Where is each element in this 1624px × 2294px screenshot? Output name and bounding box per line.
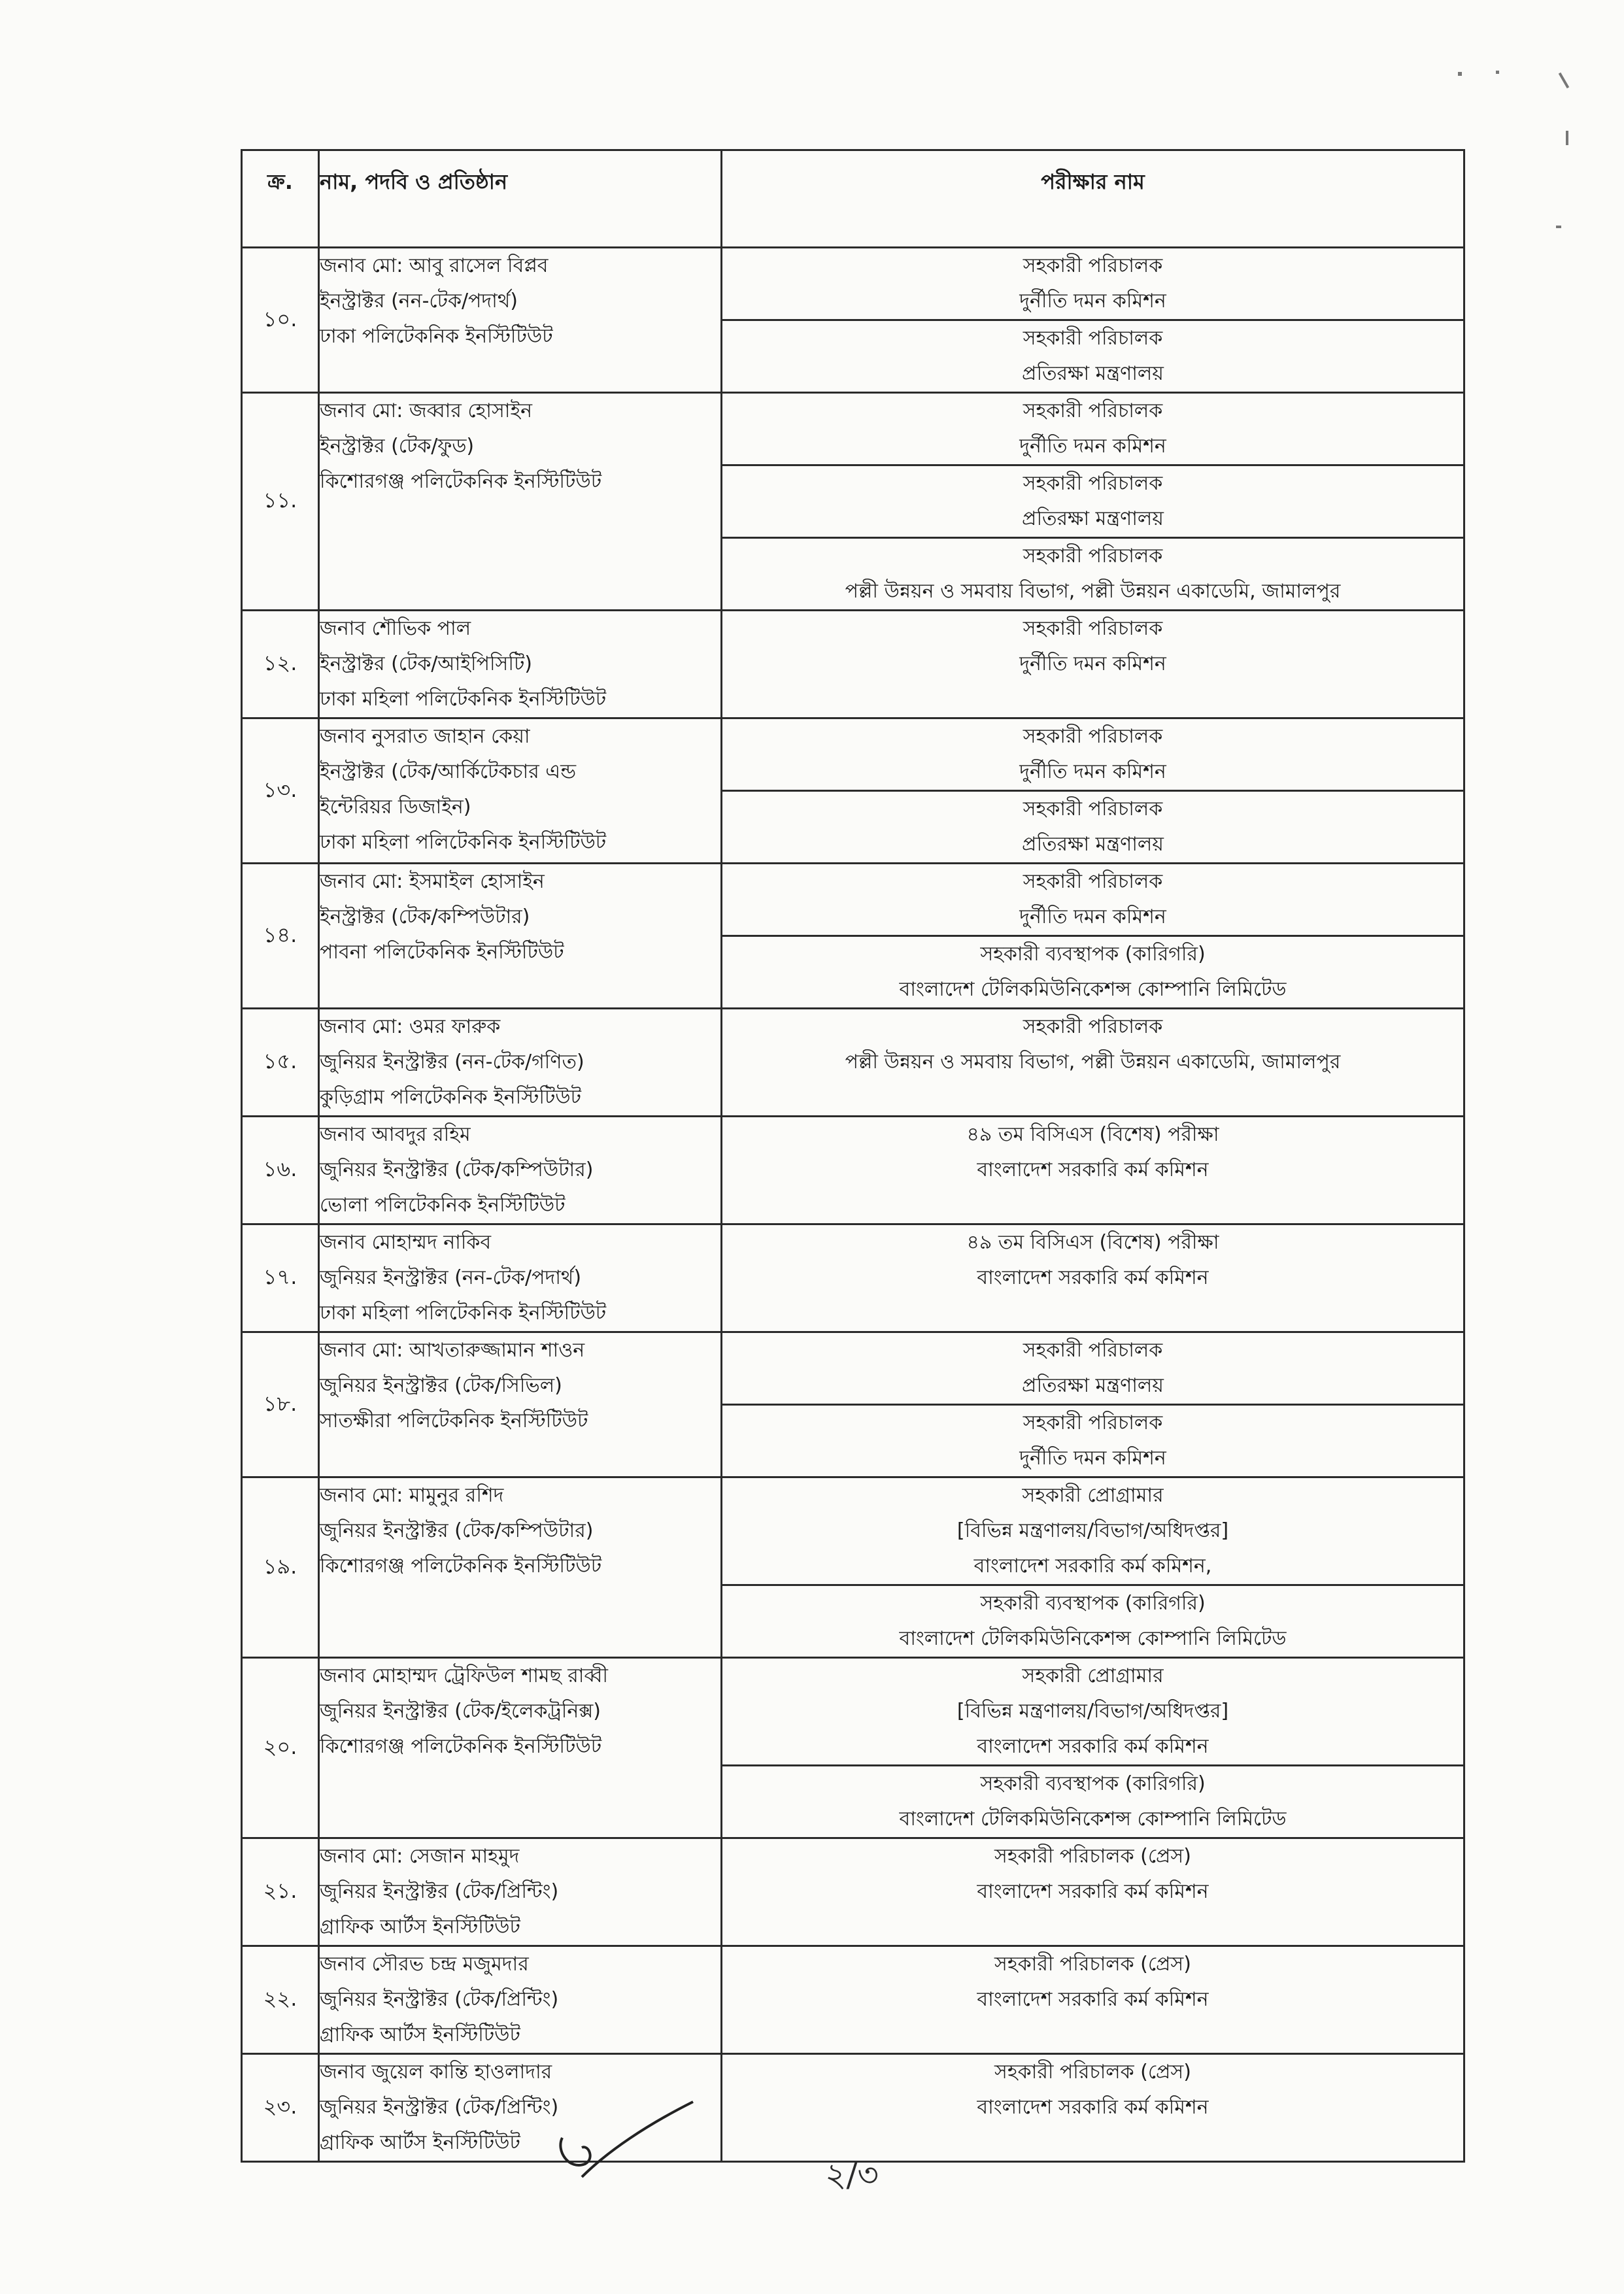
assignment-table — [241, 149, 1465, 2163]
exam-line: প্রতিরক্ষা মন্ত্রণালয় — [1022, 362, 1164, 385]
exam-line: প্রতিরক্ষা মন্ত্রণালয় — [1022, 507, 1164, 530]
exam-line: সহকারী পরিচালক — [1023, 399, 1163, 422]
row-person — [319, 611, 722, 718]
row-serial: ১৪. — [242, 864, 319, 1009]
exam-line: ৪৯ তম বিসিএস (বিশেষ) পরীক্ষা — [966, 1123, 1219, 1146]
exam-line: দুর্নীতি দমন কমিশন — [1019, 435, 1166, 458]
exam-line: সহকারী পরিচালক — [1023, 870, 1163, 893]
person-line: ইনস্ট্রাক্টর (টেক/আইপিসিটি) — [320, 652, 532, 675]
person-line: জনাব মো: সেজান মাহমুদ — [320, 1845, 520, 1868]
row-exam — [722, 611, 1464, 718]
row-person — [319, 1946, 722, 2054]
person-line: ভোলা পলিটেকনিক ইনস্টিটিউট — [320, 1194, 566, 1217]
person-line: ঢাকা মহিলা পলিটেকনিক ইনস্টিটিউট — [320, 688, 607, 711]
row-exam — [722, 320, 1464, 393]
person-line: জনাব সৌরভ চন্দ্র মজুমদার — [320, 1953, 529, 1976]
row-exam — [722, 465, 1464, 538]
scan-speck — [1559, 73, 1569, 89]
row-person — [319, 1009, 722, 1117]
scan-speck — [1496, 71, 1499, 74]
exam-line: সহকারী ব্যবস্থাপক (কারিগরি) — [980, 1592, 1206, 1615]
person-line: ইনস্ট্রাক্টর (নন-টেক/পদার্থ) — [320, 290, 518, 312]
person-line: গ্রাফিক আর্টস ইনস্টিটিউট — [320, 1915, 520, 1938]
scan-speck — [1566, 131, 1568, 145]
person-line: কিশোরগঞ্জ পলিটেকনিক ইনস্টিটিউট — [320, 1735, 602, 1758]
person-line: ঢাকা মহিলা পলিটেকনিক ইনস্টিটিউট — [320, 831, 607, 854]
exam-line: সহকারী প্রোগ্রামার — [1022, 1664, 1164, 1687]
exam-line: সহকারী ব্যবস্থাপক (কারিগরি) — [980, 943, 1206, 966]
row-exam — [722, 1332, 1464, 1405]
person-line: জুনিয়র ইনস্ট্রাক্টর (টেক/কম্পিউটার) — [320, 1158, 594, 1181]
exam-line: সহকারী পরিচালক — [1023, 1015, 1163, 1038]
exam-line: বাংলাদেশ সরকারি কর্ম কমিশন — [977, 1266, 1209, 1289]
signature-mark — [536, 2099, 700, 2190]
exam-line: প্রতিরক্ষা মন্ত্রণালয় — [1022, 833, 1164, 856]
row-serial: ২১. — [242, 1838, 319, 1946]
table-row — [242, 1009, 1464, 1117]
exam-line: পল্লী উন্নয়ন ও সমবায় বিভাগ, পল্লী উন্নয়ন একাডেমি, জামালপুর — [845, 580, 1341, 603]
exam-line: ৪৯ তম বিসিএস (বিশেষ) পরীক্ষা — [966, 1231, 1219, 1254]
exam-line: সহকারী পরিচালক — [1023, 545, 1163, 567]
row-person — [319, 1117, 722, 1224]
person-line: জনাব মো: ওমর ফারুক — [320, 1015, 501, 1038]
row-exam — [722, 1224, 1464, 1332]
table-row — [242, 1477, 1464, 1585]
person-line: জনাব শৌভিক পাল — [320, 617, 471, 640]
exam-line: বাংলাদেশ সরকারি কর্ম কমিশন — [977, 1988, 1209, 2011]
person-line: পাবনা পলিটেকনিক ইনস্টিটিউট — [320, 941, 564, 964]
row-person — [319, 1332, 722, 1477]
person-line: জুনিয়র ইনস্ট্রাক্টর (নন-টেক/গণিত) — [320, 1051, 584, 1073]
table-row — [242, 1332, 1464, 1405]
person-line: জনাব মো: মামুনুর রশিদ — [320, 1484, 504, 1507]
person-line: জনাব মোহাম্মদ ট্রেফিউল শামছ রাব্বী — [320, 1664, 609, 1687]
exam-line: বাংলাদেশ সরকারি কর্ম কমিশন — [977, 1735, 1209, 1758]
exam-line: সহকারী পরিচালক — [1023, 472, 1163, 495]
person-line: ঢাকা মহিলা পলিটেকনিক ইনস্টিটিউট — [320, 1302, 607, 1324]
person-line: গ্রাফিক আর্টস ইনস্টিটিউট — [320, 2131, 520, 2154]
row-serial: ১৯. — [242, 1477, 319, 1658]
row-exam — [722, 393, 1464, 465]
person-line: জনাব নুসরাত জাহান কেয়া — [320, 725, 530, 748]
row-exam — [722, 1009, 1464, 1117]
row-serial: ১৮. — [242, 1332, 319, 1477]
row-person — [319, 864, 722, 1009]
exam-line: বাংলাদেশ সরকারি কর্ম কমিশন, — [973, 1555, 1212, 1577]
exam-line: [বিভিন্ন মন্ত্রণালয়/বিভাগ/অধিদপ্তর] — [956, 1700, 1229, 1723]
person-line: জুনিয়র ইনস্ট্রাক্টর (টেক/প্রিন্টিং) — [320, 2096, 559, 2119]
person-line: কিশোরগঞ্জ পলিটেকনিক ইনস্টিটিউট — [320, 470, 602, 493]
exam-line: দুর্নীতি দমন কমিশন — [1019, 760, 1166, 783]
exam-line: সহকারী ব্যবস্থাপক (কারিগরি) — [980, 1772, 1206, 1795]
person-line: গ্রাফিক আর্টস ইনস্টিটিউট — [320, 2023, 520, 2046]
person-line: জনাব মো: আবু রাসেল বিপ্লব — [320, 254, 549, 277]
exam-line: সহকারী পরিচালক — [1023, 327, 1163, 350]
person-line: জনাব মো: ইসমাইল হোসাইন — [320, 870, 545, 893]
exam-line: [বিভিন্ন মন্ত্রণালয়/বিভাগ/অধিদপ্তর] — [956, 1519, 1229, 1542]
table-row — [242, 864, 1464, 936]
person-line: জনাব মো: আখতারুজ্জামান শাওন — [320, 1339, 585, 1362]
row-serial: ১২. — [242, 611, 319, 718]
row-exam — [722, 538, 1464, 611]
person-line: জুনিয়র ইনস্ট্রাক্টর (টেক/সিভিল) — [320, 1374, 562, 1397]
row-serial: ২০. — [242, 1658, 319, 1838]
person-line: কুড়িগ্রাম পলিটেকনিক ইনস্টিটিউট — [320, 1086, 582, 1109]
row-person — [319, 1838, 722, 1946]
row-exam — [722, 1658, 1464, 1766]
row-person — [319, 1224, 722, 1332]
person-line: জনাব মোহাম্মদ নাকিব — [320, 1231, 492, 1254]
table-header-row — [242, 150, 1464, 248]
scan-speck — [1458, 72, 1462, 76]
exam-line: সহকারী পরিচালক (প্রেস) — [994, 1845, 1191, 1868]
table-body — [242, 248, 1464, 2162]
exam-line: বাংলাদেশ সরকারি কর্ম কমিশন — [977, 2096, 1209, 2119]
header-serial: ক্র. — [242, 150, 319, 248]
row-exam — [722, 1405, 1464, 1477]
person-line: ইনস্ট্রাক্টর (টেক/ফুড) — [320, 435, 475, 458]
exam-line: সহকারী পরিচালক — [1023, 1411, 1163, 1434]
row-exam — [722, 791, 1464, 864]
exam-line: বাংলাদেশ টেলিকমিউনিকেশন্স কোম্পানি লিমিটেড — [899, 1627, 1287, 1650]
row-person — [319, 393, 722, 611]
person-line: জনাব জুয়েল কান্তি হাওলাদার — [320, 2061, 552, 2083]
row-person — [319, 1477, 722, 1658]
exam-line: দুর্নীতি দমন কমিশন — [1019, 905, 1166, 928]
row-serial: ১৭. — [242, 1224, 319, 1332]
exam-line: সহকারী পরিচালক (প্রেস) — [994, 2061, 1191, 2083]
row-serial: ১০. — [242, 248, 319, 393]
exam-line: সহকারী পরিচালক — [1023, 254, 1163, 277]
row-exam — [722, 864, 1464, 936]
exam-line: বাংলাদেশ সরকারি কর্ম কমিশন — [977, 1158, 1209, 1181]
header-name: নাম, পদবি ও প্রতিষ্ঠান — [319, 150, 722, 248]
exam-line: সহকারী পরিচালক — [1023, 617, 1163, 640]
exam-line: বাংলাদেশ টেলিকমিউনিকেশন্স কোম্পানি লিমিটেড — [899, 1808, 1287, 1830]
row-serial: ১৩. — [242, 718, 319, 864]
person-line: ঢাকা পলিটেকনিক ইনস্টিটিউট — [320, 325, 553, 348]
row-person — [319, 1658, 722, 1838]
header-exam: পরীক্ষার নাম — [722, 150, 1464, 248]
person-line: জুনিয়র ইনস্ট্রাক্টর (টেক/প্রিন্টিং) — [320, 1988, 559, 2011]
row-exam — [722, 248, 1464, 320]
row-serial: ১১. — [242, 393, 319, 611]
exam-line: সহকারী পরিচালক — [1023, 798, 1163, 820]
exam-line: বাংলাদেশ সরকারি কর্ম কমিশন — [977, 1880, 1209, 1903]
exam-line: সহকারী পরিচালক — [1023, 1339, 1163, 1362]
person-line: জুনিয়র ইনস্ট্রাক্টর (নন-টেক/পদার্থ) — [320, 1266, 582, 1289]
row-exam — [722, 718, 1464, 791]
row-serial: ১৬. — [242, 1117, 319, 1224]
table-row — [242, 1838, 1464, 1946]
scan-speck — [1556, 226, 1561, 228]
person-line: জুনিয়র ইনস্ট্রাক্টর (টেক/ইলেকট্রনিক্স) — [320, 1700, 601, 1723]
person-line: ইনস্ট্রাক্টর (টেক/আর্কিটেকচার এন্ড — [320, 760, 577, 783]
table-row — [242, 393, 1464, 465]
row-serial: ২৩. — [242, 2054, 319, 2162]
person-line: জুনিয়র ইনস্ট্রাক্টর (টেক/প্রিন্টিং) — [320, 1880, 559, 1903]
exam-line: দুর্নীতি দমন কমিশন — [1019, 290, 1166, 312]
row-exam — [722, 936, 1464, 1009]
exam-line: পল্লী উন্নয়ন ও সমবায় বিভাগ, পল্লী উন্নয়ন একাডেমি, জামালপুর — [845, 1051, 1341, 1073]
table-row — [242, 1946, 1464, 2054]
row-exam — [722, 1766, 1464, 1838]
row-exam — [722, 1585, 1464, 1658]
table-row — [242, 1224, 1464, 1332]
table-row — [242, 1117, 1464, 1224]
person-line: জনাব আবদুর রহিম — [320, 1123, 471, 1146]
exam-line: দুর্নীতি দমন কমিশন — [1019, 1447, 1166, 1470]
row-exam — [722, 2054, 1464, 2162]
row-exam — [722, 1117, 1464, 1224]
person-line: ইন্টেরিয়র ডিজাইন) — [320, 796, 471, 818]
exam-line: সহকারী পরিচালক (প্রেস) — [994, 1953, 1191, 1976]
person-line: জনাব মো: জব্বার হোসাইন — [320, 399, 533, 422]
table-row — [242, 248, 1464, 320]
person-line: ইনস্ট্রাক্টর (টেক/কম্পিউটার) — [320, 905, 530, 928]
row-exam — [722, 1838, 1464, 1946]
page-number: ২/৩ — [825, 2156, 879, 2194]
person-line: কিশোরগঞ্জ পলিটেকনিক ইনস্টিটিউট — [320, 1555, 602, 1577]
exam-line: বাংলাদেশ টেলিকমিউনিকেশন্স কোম্পানি লিমিটেড — [899, 978, 1287, 1001]
table-row — [242, 2054, 1464, 2162]
table-row — [242, 1658, 1464, 1766]
table-row — [242, 611, 1464, 718]
exam-line: সহকারী প্রোগ্রামার — [1022, 1484, 1164, 1507]
row-serial: ১৫. — [242, 1009, 319, 1117]
row-person — [319, 248, 722, 393]
row-serial: ২২. — [242, 1946, 319, 2054]
row-exam — [722, 1946, 1464, 2054]
person-line: জুনিয়র ইনস্ট্রাক্টর (টেক/কম্পিউটার) — [320, 1519, 594, 1542]
exam-line: দুর্নীতি দমন কমিশন — [1019, 652, 1166, 675]
row-person — [319, 718, 722, 864]
row-exam — [722, 1477, 1464, 1585]
exam-line: সহকারী পরিচালক — [1023, 725, 1163, 748]
person-line: সাতক্ষীরা পলিটেকনিক ইনস্টিটিউট — [320, 1409, 588, 1432]
exam-line: প্রতিরক্ষা মন্ত্রণালয় — [1022, 1374, 1164, 1397]
table-row — [242, 718, 1464, 791]
